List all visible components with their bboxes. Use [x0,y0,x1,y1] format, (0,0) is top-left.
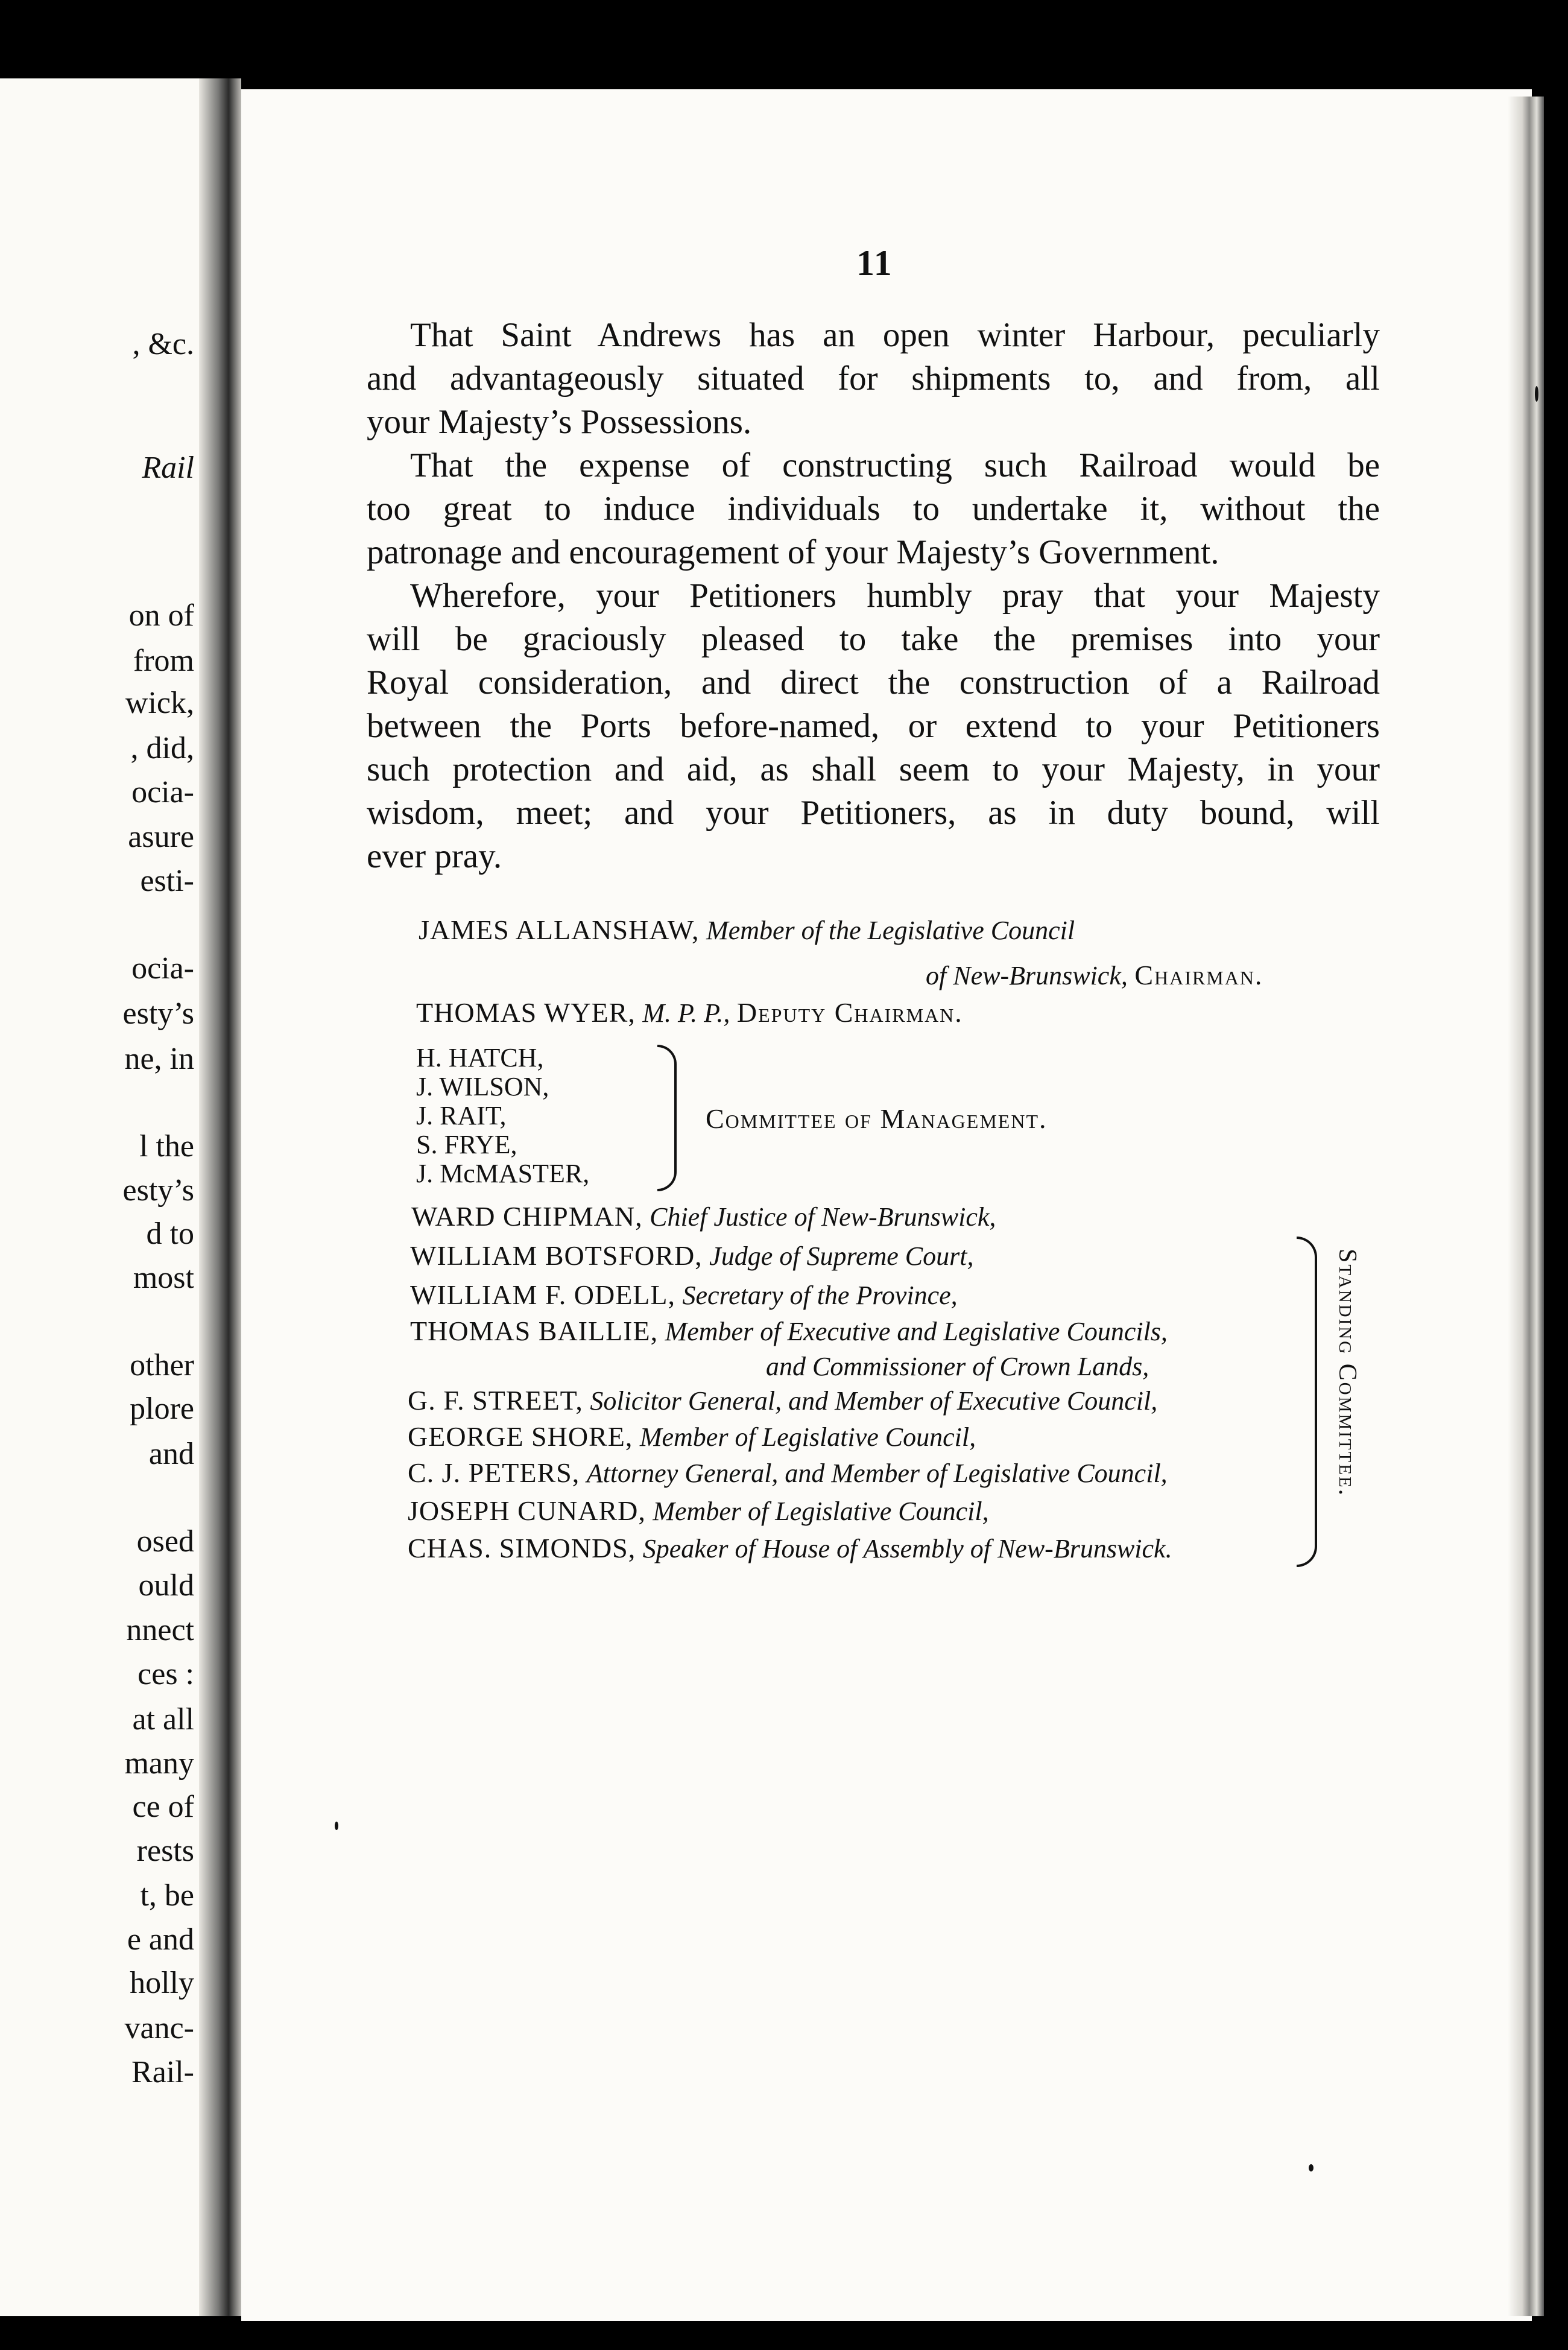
chairman-role: Chairman. [1134,960,1263,990]
left-page-line: esty’s [122,996,194,1031]
member-title: Judge of Supreme Court, [709,1241,974,1271]
standing-committee-member [408,1457,1168,1489]
left-page-line: l the [139,1129,194,1164]
scan-speck [1535,386,1538,402]
petition-paragraph [367,444,1380,574]
standing-committee-member [408,1420,976,1452]
member-title: Attorney General, and Member of Legislative Council, [586,1458,1168,1488]
petition-line: such protection and aid, as shall seem to your Majesty, in your [367,750,1380,788]
left-page-line: many [124,1746,194,1781]
left-page-line: , &c. [132,327,194,361]
left-page-line: t, be [140,1878,194,1913]
petition-paragraph [367,574,1380,878]
petition-line: ever pray. [367,837,502,875]
standing-committee-member [408,1384,1157,1416]
standing-committee-label: Standing Committee. [1333,1249,1361,1498]
deputy-title: M. P. P., [642,998,730,1028]
petition-line: wisdom, meet; and your Petitioners, as in duty bound, will [367,794,1380,832]
left-page-line: other [130,1348,194,1382]
left-page-line: most [133,1261,194,1295]
left-page-line: wick, [125,686,194,720]
chairman-name: JAMES ALLANSHAW, [419,914,700,945]
member-title: Solicitor General, and Member of Executive Council, [590,1386,1158,1416]
left-page-line: esty’s [122,1173,194,1208]
member-title: Member of Legislative Council, [639,1422,976,1452]
member-name: WILLIAM F. ODELL, [410,1279,676,1310]
management-member-name: J. RAIT, [416,1101,507,1130]
page-edge [1508,97,1544,2316]
member-title-continuation [766,1350,1149,1382]
member-name: GEORGE SHORE, [408,1421,633,1452]
chairman-title-line1: Member of the Legislative Council [706,916,1075,945]
left-page-line: on of [128,598,194,633]
petition-line: will be graciously pleased to take the premises into your [367,620,1380,658]
deputy-chairman-signature [416,996,963,1028]
standing-committee-member [410,1240,973,1272]
standing-committee-member [411,1200,996,1232]
member-name: JOSEPH CUNARD, [408,1495,646,1526]
left-page-line: d to [146,1217,194,1251]
member-name: C. J. PETERS, [408,1457,580,1488]
scan-speck [335,1822,338,1830]
member-name: WARD CHIPMAN, [411,1201,643,1232]
petition-line: between the Ports before-named, or extend to your Petitioners [367,707,1380,745]
left-page-line: at all [132,1702,194,1737]
standing-committee-member [408,1495,989,1527]
petition-line: too great to induce individuals to undertake it, without the [367,490,1380,528]
petition-line: patronage and encouragement of your Majesty’s Government. [367,533,1219,571]
management-member-name: J. McMASTER, [416,1159,590,1188]
left-page-line: ould [138,1568,194,1603]
left-page-line: esti- [140,864,194,898]
left-page-line: plore [130,1392,194,1426]
committee-management-label: Committee of Management. [706,1103,1048,1134]
left-page-line: e and [127,1922,194,1957]
deputy-role: Deputy Chairman. [736,997,963,1028]
committee-management-label-row [706,1103,1048,1135]
deputy-name: THOMAS WYER, [416,997,636,1028]
left-page-line: ces : [138,1657,194,1691]
member-name: WILLIAM BOTSFORD, [410,1240,703,1271]
left-page-line: ocia- [131,775,194,809]
left-page-line: , did, [130,731,194,765]
chairman-title-line2-row [926,959,1263,991]
petition-line: That Saint Andrews has an open winter Harbour, peculiarly [410,316,1380,354]
left-page-line: ocia- [131,951,194,986]
chairman-title-line2: of New-Brunswick, [926,961,1128,990]
left-page-line: Rail- [131,2055,194,2089]
petition-line: your Majesty’s Possessions. [367,403,752,441]
member-name: CHAS. SIMONDS, [408,1533,636,1563]
member-name: G. F. STREET, [408,1385,583,1416]
book-gutter [199,78,241,2316]
left-page-line: rests [136,1834,194,1868]
left-page-line: and [148,1437,194,1471]
member-title: Member of Executive and Legislative Councils, [665,1317,1168,1346]
management-member-name: J. WILSON, [416,1072,549,1101]
member-title: Chief Justice of New-Brunswick, [650,1202,996,1232]
member-title: Secretary of the Province, [682,1281,958,1310]
left-page-line: vanc- [124,2011,194,2045]
left-page-line: ce of [132,1790,194,1824]
petition-line: Royal consideration, and direct the construction of a Railroad [367,664,1380,702]
left-page-line: nnect [126,1613,194,1647]
petition-line: That the expense of constructing such Railroad would be [410,446,1380,484]
management-member-name: H. HATCH, [416,1043,544,1072]
scan-speck [1309,2164,1314,2171]
petition-text [367,314,1380,878]
member-title: Member of Legislative Council, [653,1496,989,1526]
member-title: Speaker of House of Assembly of New-Brunswick. [642,1534,1172,1563]
page-number: 11 [856,243,893,283]
management-brace [657,1045,677,1191]
member-name: THOMAS BAILLIE, [410,1316,659,1346]
standing-committee-brace [1297,1237,1317,1567]
member-title-line2: and Commissioner of Crown Lands, [766,1352,1149,1381]
petition-paragraph [367,314,1380,444]
standing-committee-member [410,1279,958,1311]
left-page-line: holly [130,1966,194,2000]
left-page-line: asure [128,820,194,854]
petition-line: Wherefore, your Petitioners humbly pray that your Majesty [410,577,1380,615]
left-page-line: osed [136,1524,194,1559]
left-page-line: ne, in [124,1042,194,1076]
standing-committee-member [408,1532,1172,1564]
left-page-line: from [133,644,194,678]
petition-line: and advantageously situated for shipments to, and from, all [367,359,1380,397]
standing-committee-member [410,1315,1168,1347]
chairman-signature [419,914,1075,946]
left-page-line: Rail [142,451,194,485]
management-member-name: S. FRYE, [416,1130,517,1159]
